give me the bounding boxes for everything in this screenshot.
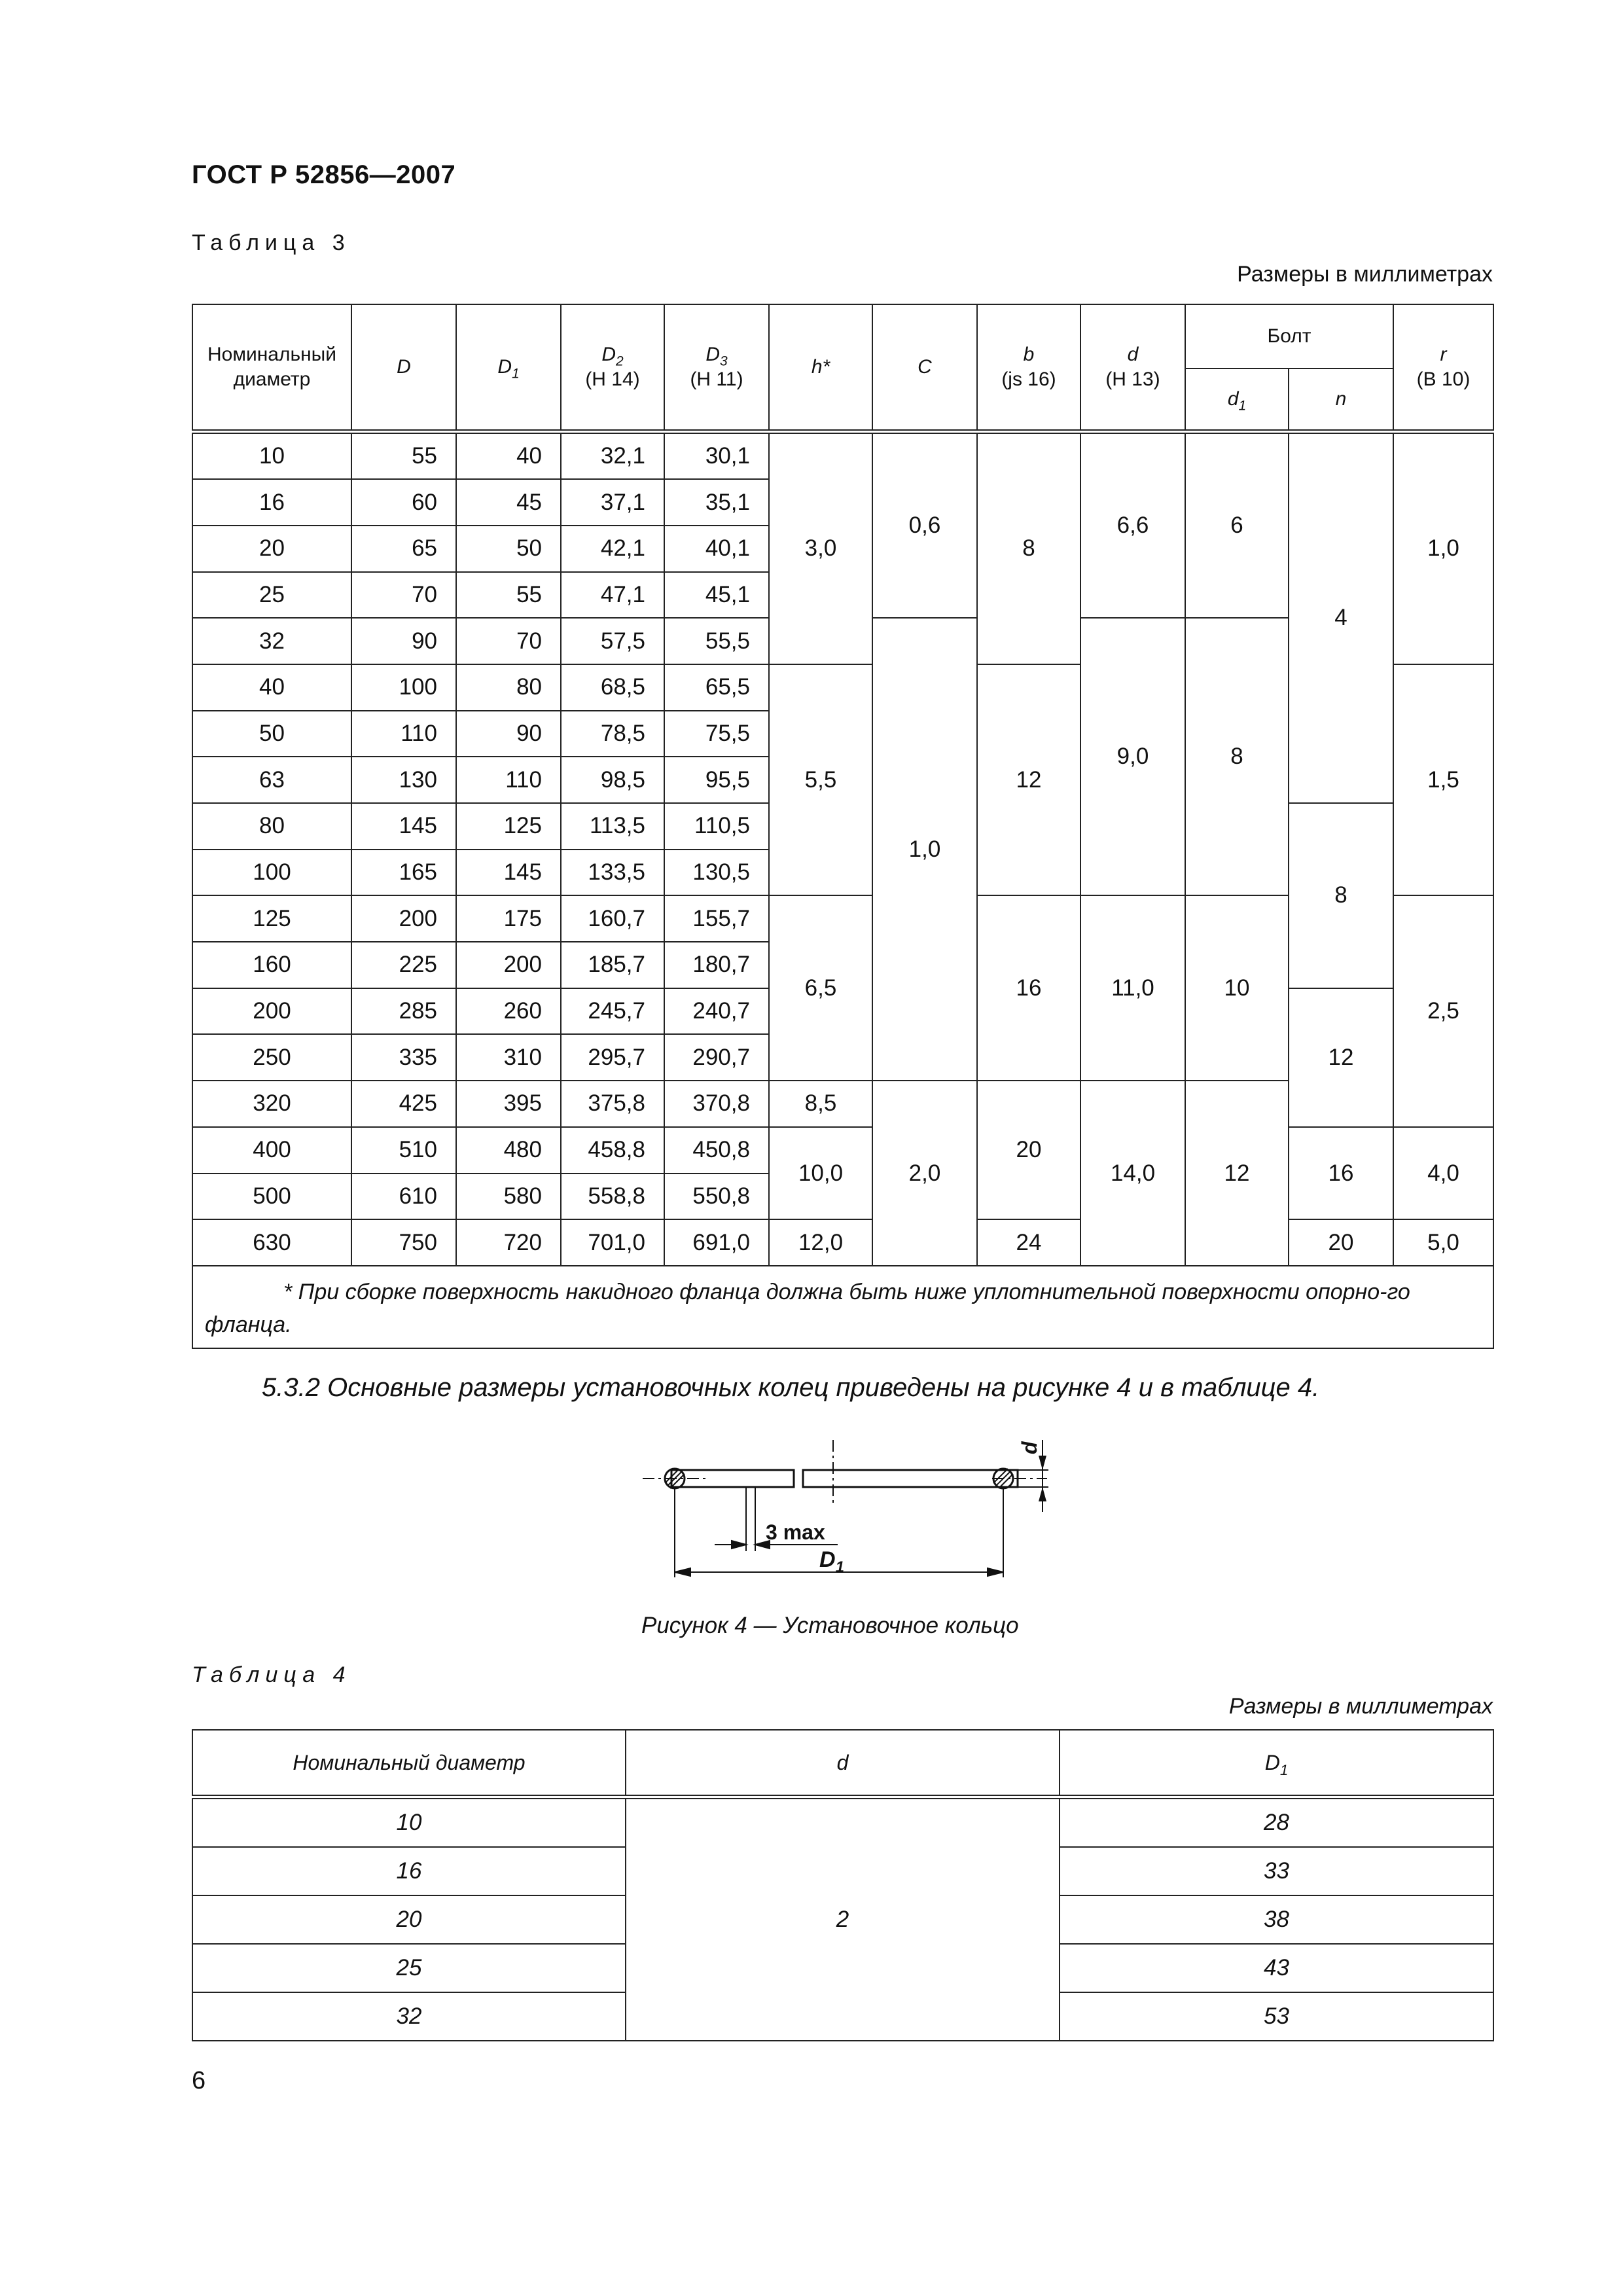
header-D: D [351,304,456,431]
cell-D3: 370,8 [664,1081,769,1127]
cell-D2: 78,5 [561,711,664,757]
cell-dn: 10 [192,431,351,479]
cell-h: 8,5 [769,1081,872,1127]
cell-D1: 50 [456,526,561,572]
cell-b: 20 [977,1081,1080,1219]
cell-D1: 55 [456,572,561,619]
cell-bolt-n: 20 [1289,1219,1393,1266]
cell-D1: 175 [456,895,561,942]
cell-dn: 500 [192,1174,351,1220]
cell-h: 5,5 [769,664,872,895]
cell-dn: 25 [192,572,351,619]
cell-dn: 20 [192,1895,626,1944]
cell-D1: 260 [456,988,561,1035]
ring-right-segment [803,1470,1018,1487]
cell-D1: 720 [456,1219,561,1266]
cell-dn: 400 [192,1127,351,1174]
cell-dn: 320 [192,1081,351,1127]
cell-D3: 450,8 [664,1127,769,1174]
cell-b: 8 [977,431,1080,664]
cell-D2: 37,1 [561,479,664,526]
cell-dn: 63 [192,757,351,803]
cell-D3: 130,5 [664,850,769,896]
cell-D2: 458,8 [561,1127,664,1174]
cell-D: 750 [351,1219,456,1266]
figure4-caption: Рисунок 4 — Установочное кольцо [641,1613,1019,1638]
cell-D2: 375,8 [561,1081,664,1127]
cell-D2: 701,0 [561,1219,664,1266]
document-title: ГОСТ Р 52856—2007 [192,160,456,189]
cell-bolt-d1: 10 [1185,895,1289,1081]
table4-units: Размеры в миллиметрах [1228,1694,1493,1719]
cell-dn: 25 [192,1944,626,1992]
table4-caption: Таблица 4 [192,1662,351,1687]
header-nominal-diameter: Номинальный диаметр [192,304,351,431]
cell-b: 24 [977,1219,1080,1266]
cell-D: 610 [351,1174,456,1220]
cell-D1: 145 [456,850,561,896]
cell-bolt-n: 8 [1289,803,1393,988]
cell-D2: 185,7 [561,942,664,988]
figure4-ring-drawing [628,1414,1060,1590]
cell-D: 100 [351,664,456,711]
cell-D3: 40,1 [664,526,769,572]
cell-d: 11,0 [1080,895,1185,1081]
table-row [192,1797,1493,1848]
header-d: d [626,1730,1060,1797]
cell-C: 0,6 [872,431,977,618]
cell-D1: 70 [456,618,561,664]
cell-dn: 40 [192,664,351,711]
cell-dn: 630 [192,1219,351,1266]
table3 [192,304,1494,1349]
cell-D2: 160,7 [561,895,664,942]
cell-D3: 35,1 [664,479,769,526]
cell-D2: 245,7 [561,988,664,1035]
cell-D3: 55,5 [664,618,769,664]
cell-dn: 32 [192,1992,626,2041]
cell-b: 12 [977,664,1080,895]
cell-dn: 100 [192,850,351,896]
cell-D3: 691,0 [664,1219,769,1266]
d1-label: $D_1$ [819,1547,844,1576]
cell-D1: 125 [456,803,561,850]
gap-label: 3 max [766,1520,825,1544]
cell-D: 55 [351,431,456,479]
table-row [192,431,1493,479]
cell-D2: 57,5 [561,618,664,664]
cell-D: 130 [351,757,456,803]
header-bolt: Болт [1185,304,1393,368]
cell-C: 1,0 [872,618,977,1081]
cell-dn: 250 [192,1034,351,1081]
table3-footnote: * При сборке поверхность накидного фланца должна быть ниже уплотнительной поверхности опорно-го фланца. [192,1266,1493,1348]
cell-D2: 133,5 [561,850,664,896]
cell-D3: 75,5 [664,711,769,757]
header-bolt-d1: $d_1$ [1185,368,1289,431]
table3-caption: Таблица 3 [192,230,351,255]
cell-bolt-n: 12 [1289,988,1393,1127]
table-row [192,1219,1493,1266]
cell-D: 335 [351,1034,456,1081]
cell-bolt-d1: 12 [1185,1081,1289,1266]
cell-D: 225 [351,942,456,988]
section-5-3-2: 5.3.2 Основные размеры установочных колец приведены на рисунке 4 и в таблице 4. [262,1373,1320,1402]
cell-D3: 30,1 [664,431,769,479]
cell-h: 10,0 [769,1127,872,1219]
cell-D3: 155,7 [664,895,769,942]
cell-r: 1,5 [1393,664,1493,895]
cell-dn: 20 [192,526,351,572]
cell-D3: 290,7 [664,1034,769,1081]
cell-D2: 98,5 [561,757,664,803]
cell-h: 3,0 [769,431,872,664]
cell-D1: 110 [456,757,561,803]
cell-r: 4,0 [1393,1127,1493,1219]
table-row [192,1127,1493,1174]
cell-dn: 50 [192,711,351,757]
cell-bolt-n: 4 [1289,431,1393,803]
header-D2: $D_2$ (H 14) [561,304,664,431]
cell-dn: 125 [192,895,351,942]
cell-h: 12,0 [769,1219,872,1266]
cell-D: 200 [351,895,456,942]
header-b: b (js 16) [977,304,1080,431]
cell-h: 6,5 [769,895,872,1081]
cell-b: 16 [977,895,1080,1081]
cell-D: 70 [351,572,456,619]
cell-D: 60 [351,479,456,526]
cell-D1: 53 [1060,1992,1493,2041]
cell-D1: 580 [456,1174,561,1220]
cell-d: 14,0 [1080,1081,1185,1266]
cell-D: 510 [351,1127,456,1174]
cell-dn: 80 [192,803,351,850]
cell-C: 2,0 [872,1081,977,1266]
cell-D: 110 [351,711,456,757]
header-C: C [872,304,977,431]
center-lines [643,1440,1047,1505]
cell-D3: 550,8 [664,1174,769,1220]
cell-D1: 40 [456,431,561,479]
cell-D1: 80 [456,664,561,711]
cell-D2: 42,1 [561,526,664,572]
d-label: d [1018,1441,1041,1454]
header-D1: $D_1$ [456,304,561,431]
cell-dn: 160 [192,942,351,988]
page-number: 6 [192,2067,206,2094]
cell-bolt-d1: 6 [1185,431,1289,618]
cell-D1: 38 [1060,1895,1493,1944]
cell-D: 90 [351,618,456,664]
cell-D3: 240,7 [664,988,769,1035]
cell-bolt-d1: 8 [1185,618,1289,895]
cell-dn: 16 [192,1847,626,1895]
cell-bolt-n: 16 [1289,1127,1393,1219]
cell-D2: 558,8 [561,1174,664,1220]
cell-D1: 33 [1060,1847,1493,1895]
cell-D2: 47,1 [561,572,664,619]
cell-D2: 68,5 [561,664,664,711]
cell-D3: 95,5 [664,757,769,803]
cell-D1: 395 [456,1081,561,1127]
header-d: d (H 13) [1080,304,1185,431]
cell-D: 145 [351,803,456,850]
cell-D1: 310 [456,1034,561,1081]
cell-dn: 16 [192,479,351,526]
cell-D2: 295,7 [561,1034,664,1081]
cell-D1: 480 [456,1127,561,1174]
cell-dn: 200 [192,988,351,1035]
cell-r: 5,0 [1393,1219,1493,1266]
cell-D2: 113,5 [561,803,664,850]
cell-D1: 28 [1060,1797,1493,1848]
cell-dn: 32 [192,618,351,664]
cell-d: 2 [626,1797,1060,2041]
cell-D1: 200 [456,942,561,988]
cell-D1: 45 [456,479,561,526]
cell-D: 165 [351,850,456,896]
header-D3: $D_3$ (H 11) [664,304,769,431]
header-D1: $D_1$ [1060,1730,1493,1797]
cell-D2: 32,1 [561,431,664,479]
cell-r: 1,0 [1393,431,1493,664]
cell-D3: 65,5 [664,664,769,711]
header-bolt-n: n [1289,368,1393,431]
cell-D: 65 [351,526,456,572]
cell-D1: 90 [456,711,561,757]
cell-D3: 180,7 [664,942,769,988]
table4 [192,1729,1494,2041]
cell-D1: 43 [1060,1944,1493,1992]
header-nominal-diameter: Номинальный диаметр [192,1730,626,1797]
cell-d: 6,6 [1080,431,1185,618]
cell-D3: 45,1 [664,572,769,619]
cell-D3: 110,5 [664,803,769,850]
header-r: r (B 10) [1393,304,1493,431]
cell-d: 9,0 [1080,618,1185,895]
cell-D: 285 [351,988,456,1035]
header-h: h* [769,304,872,431]
cell-D: 425 [351,1081,456,1127]
table3-units: Размеры в миллиметрах [1237,262,1493,287]
cell-dn: 10 [192,1797,626,1848]
cell-r: 2,5 [1393,895,1493,1126]
